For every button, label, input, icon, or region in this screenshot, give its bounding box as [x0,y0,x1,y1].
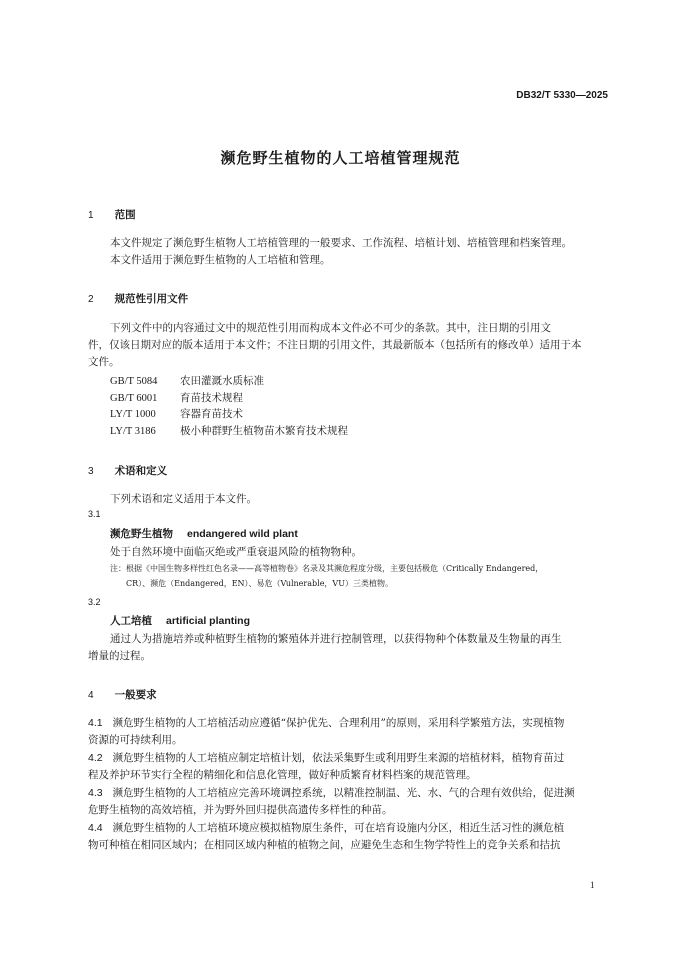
clause-line: 物可种植在相同区域内；在相同区域内种植的植物之间，应避免生态和生物学特性上的竞争关系和拮抗 [88,839,561,851]
reference-name: 极小种群野生植物苗木繁育技术规程 [180,425,348,437]
term-definition-line: 通过人为措施培养或种植野生植物的繁殖体并进行控制管理，以获得物种个体数量及生物量的再生 [110,633,562,645]
term-heading [110,526,298,541]
reference-code: LY/T 3186 [110,426,156,437]
clause-text: 濒危野生植物的人工培植应完善环境调控系统，以精准控制温、光、水、气的合理有效供给，促进濒 [112,787,575,799]
section-number: 1 [88,210,94,221]
paragraph-line: 下列文件中的内容通过文中的规范性引用而构成本文件必不可少的条款。其中，注日期的引用文 [110,322,551,334]
reference-code: GB/T 5084 [110,376,158,387]
term-chinese: 濒危野生植物 [110,528,173,540]
clause-text: 濒危野生植物的人工培植活动应遵循“保护优先、合理利用”的原则，采用科学繁殖方法，实现植物 [112,717,565,729]
clause-text: 濒危野生植物的人工培植环境应模拟植物原生条件，可在培育设施内分区，相近生活习性的濒危植 [112,822,565,834]
paragraph: 本文件规定了濒危野生植物人工培植管理的一般要求、工作流程、培植计划、培植管理和档案管理。 [110,237,572,249]
term-english: artificial planting [166,615,251,627]
clause-number: 4.3 [88,787,103,799]
reference-code: GB/T 6001 [110,393,158,404]
paragraph-line: 文件。 [88,356,120,368]
section-title: 规范性引用文件 [114,293,189,305]
section-number: 4 [88,690,94,701]
clause-line [88,750,564,765]
term-chinese: 人工培植 [110,615,152,627]
standard-number: DB32/T 5330—2025 [516,90,608,101]
reference-code: LY/T 1000 [110,409,156,420]
section-title: 术语和定义 [114,465,168,477]
clause-line [88,715,564,730]
clause-line [88,820,564,835]
paragraph: 下列术语和定义适用于本文件。 [110,493,257,505]
clause-line: 资源的可持续利用。 [88,734,183,746]
clause-line: 程及养护环节实行全程的精细化和信息化管理，做好种质繁育材料档案的规范管理。 [88,769,477,781]
clause-line: 危野生植物的高效培植，并为野外回归提供高遗传多样性的种苗。 [88,804,393,816]
document-title: 濒危野生植物的人工培植管理规范 [220,149,461,167]
reference-name: 容器育苗技术 [180,408,243,420]
reference-item [110,406,243,421]
paragraph-line: 件，仅该日期对应的版本适用于本文件；不注日期的引用文件，其最新版本（包括所有的修改单）适用于本 [88,339,582,351]
clause-number: 4.2 [88,752,103,764]
section-1-heading [88,203,136,222]
section-title: 一般要求 [114,689,157,701]
paragraph: 本文件适用于濒危野生植物的人工培植和管理。 [110,254,331,266]
term-definition: 处于自然环境中面临灭绝或严重衰退风险的植物物种。 [110,546,362,558]
clause-text: 濒危野生植物的人工培植应制定培植计划，依法采集野生或利用野生来源的培植材料，植物育苗过 [112,752,565,764]
reference-name: 育苗技术规程 [180,392,243,404]
term-english: endangered wild plant [187,528,298,540]
reference-item [110,423,348,438]
term-number: 3.2 [88,597,101,607]
note-line: CR）、濒危（Endangered，EN）、易危（Vulnerable，VU）三类植物。 [126,579,393,588]
reference-item [110,390,243,405]
clause-number: 4.4 [88,822,103,834]
term-heading [110,613,250,628]
reference-item [110,373,264,388]
term-number: 3.1 [88,509,101,519]
clause-number: 4.1 [88,717,103,729]
section-2-heading [88,287,188,306]
note-line: 注：根据《中国生物多样性红色名录——高等植物卷》名录及其濒危程度分级，主要包括极危（Critically Endangered， [110,564,544,573]
section-number: 3 [88,466,94,477]
section-4-heading [88,683,157,702]
clause-line [88,785,575,800]
section-title: 范围 [114,209,136,221]
section-3-heading [88,459,167,478]
page-number: 1 [590,880,595,890]
section-number: 2 [88,294,94,305]
reference-name: 农田灌溉水质标准 [180,375,264,387]
term-definition-line: 增量的过程。 [88,650,151,662]
